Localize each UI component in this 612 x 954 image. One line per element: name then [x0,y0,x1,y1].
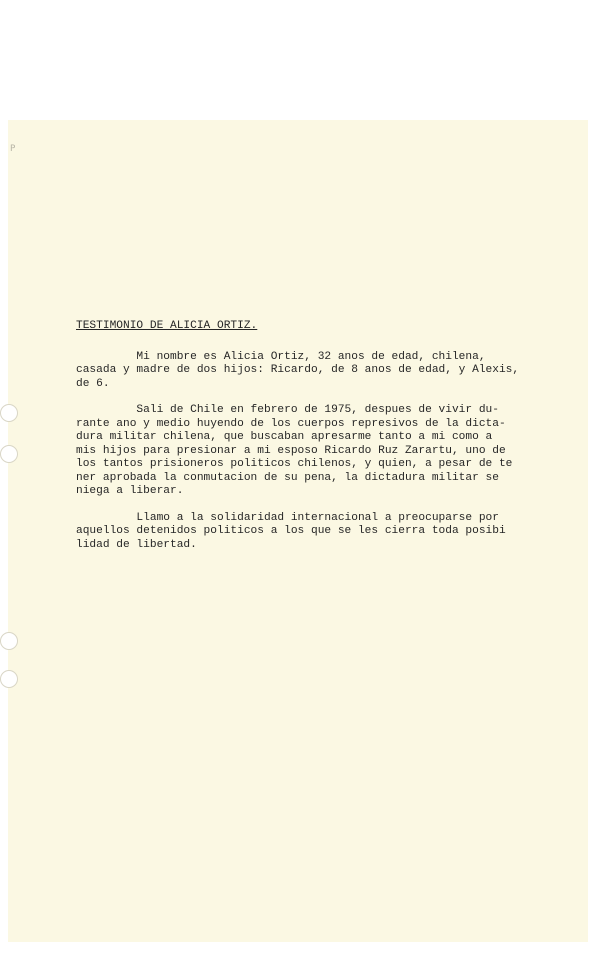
document-page [8,120,588,942]
paragraph-2 [76,404,556,499]
text-line: lidad de libertad. [76,538,197,551]
text-line: Llamo a la solidaridad internacional a preocuparse por [76,511,499,524]
text-line: Mi nombre es Alicia Ortiz, 32 anos de edad, chilena, [76,350,486,363]
paragraph-3 [76,512,556,553]
text-line: aquellos detenidos politicos a los que se les cierra toda posibi [76,525,506,537]
text-line: los tantos prisioneros politicos chilenos, y quien, a pesar de te [76,458,513,470]
typed-document [76,320,556,565]
punch-hole-icon [0,632,18,650]
text-line: Sali de Chile en febrero de 1975, despues de vivir du- [76,404,499,416]
text-line: dura militar chilena, que buscaban apresarme tanto a mi como a [76,431,493,443]
punch-hole-icon [0,404,18,422]
document-title: TESTIMONIO DE ALICIA ORTIZ. [76,320,258,332]
corner-mark: P [10,144,16,154]
text-line: mis hijos para presionar a mi esposo Ricardo Ruz Zarartu, uno de [76,444,506,457]
punch-hole-icon [0,670,18,688]
paragraph-1 [76,351,556,392]
text-line: de 6. [76,377,110,390]
text-line: rante ano y medio huyendo de los cuerpos represivos de la dicta- [76,417,506,430]
text-line: niega a liberar. [76,485,184,497]
text-line: ner aprobada la conmutacion de su pena, la dictadura militar se [76,471,499,484]
text-line: casada y madre de dos hijos: Ricardo, de 8 anos de edad, y Alexis, [76,364,520,376]
punch-hole-icon [0,445,18,463]
